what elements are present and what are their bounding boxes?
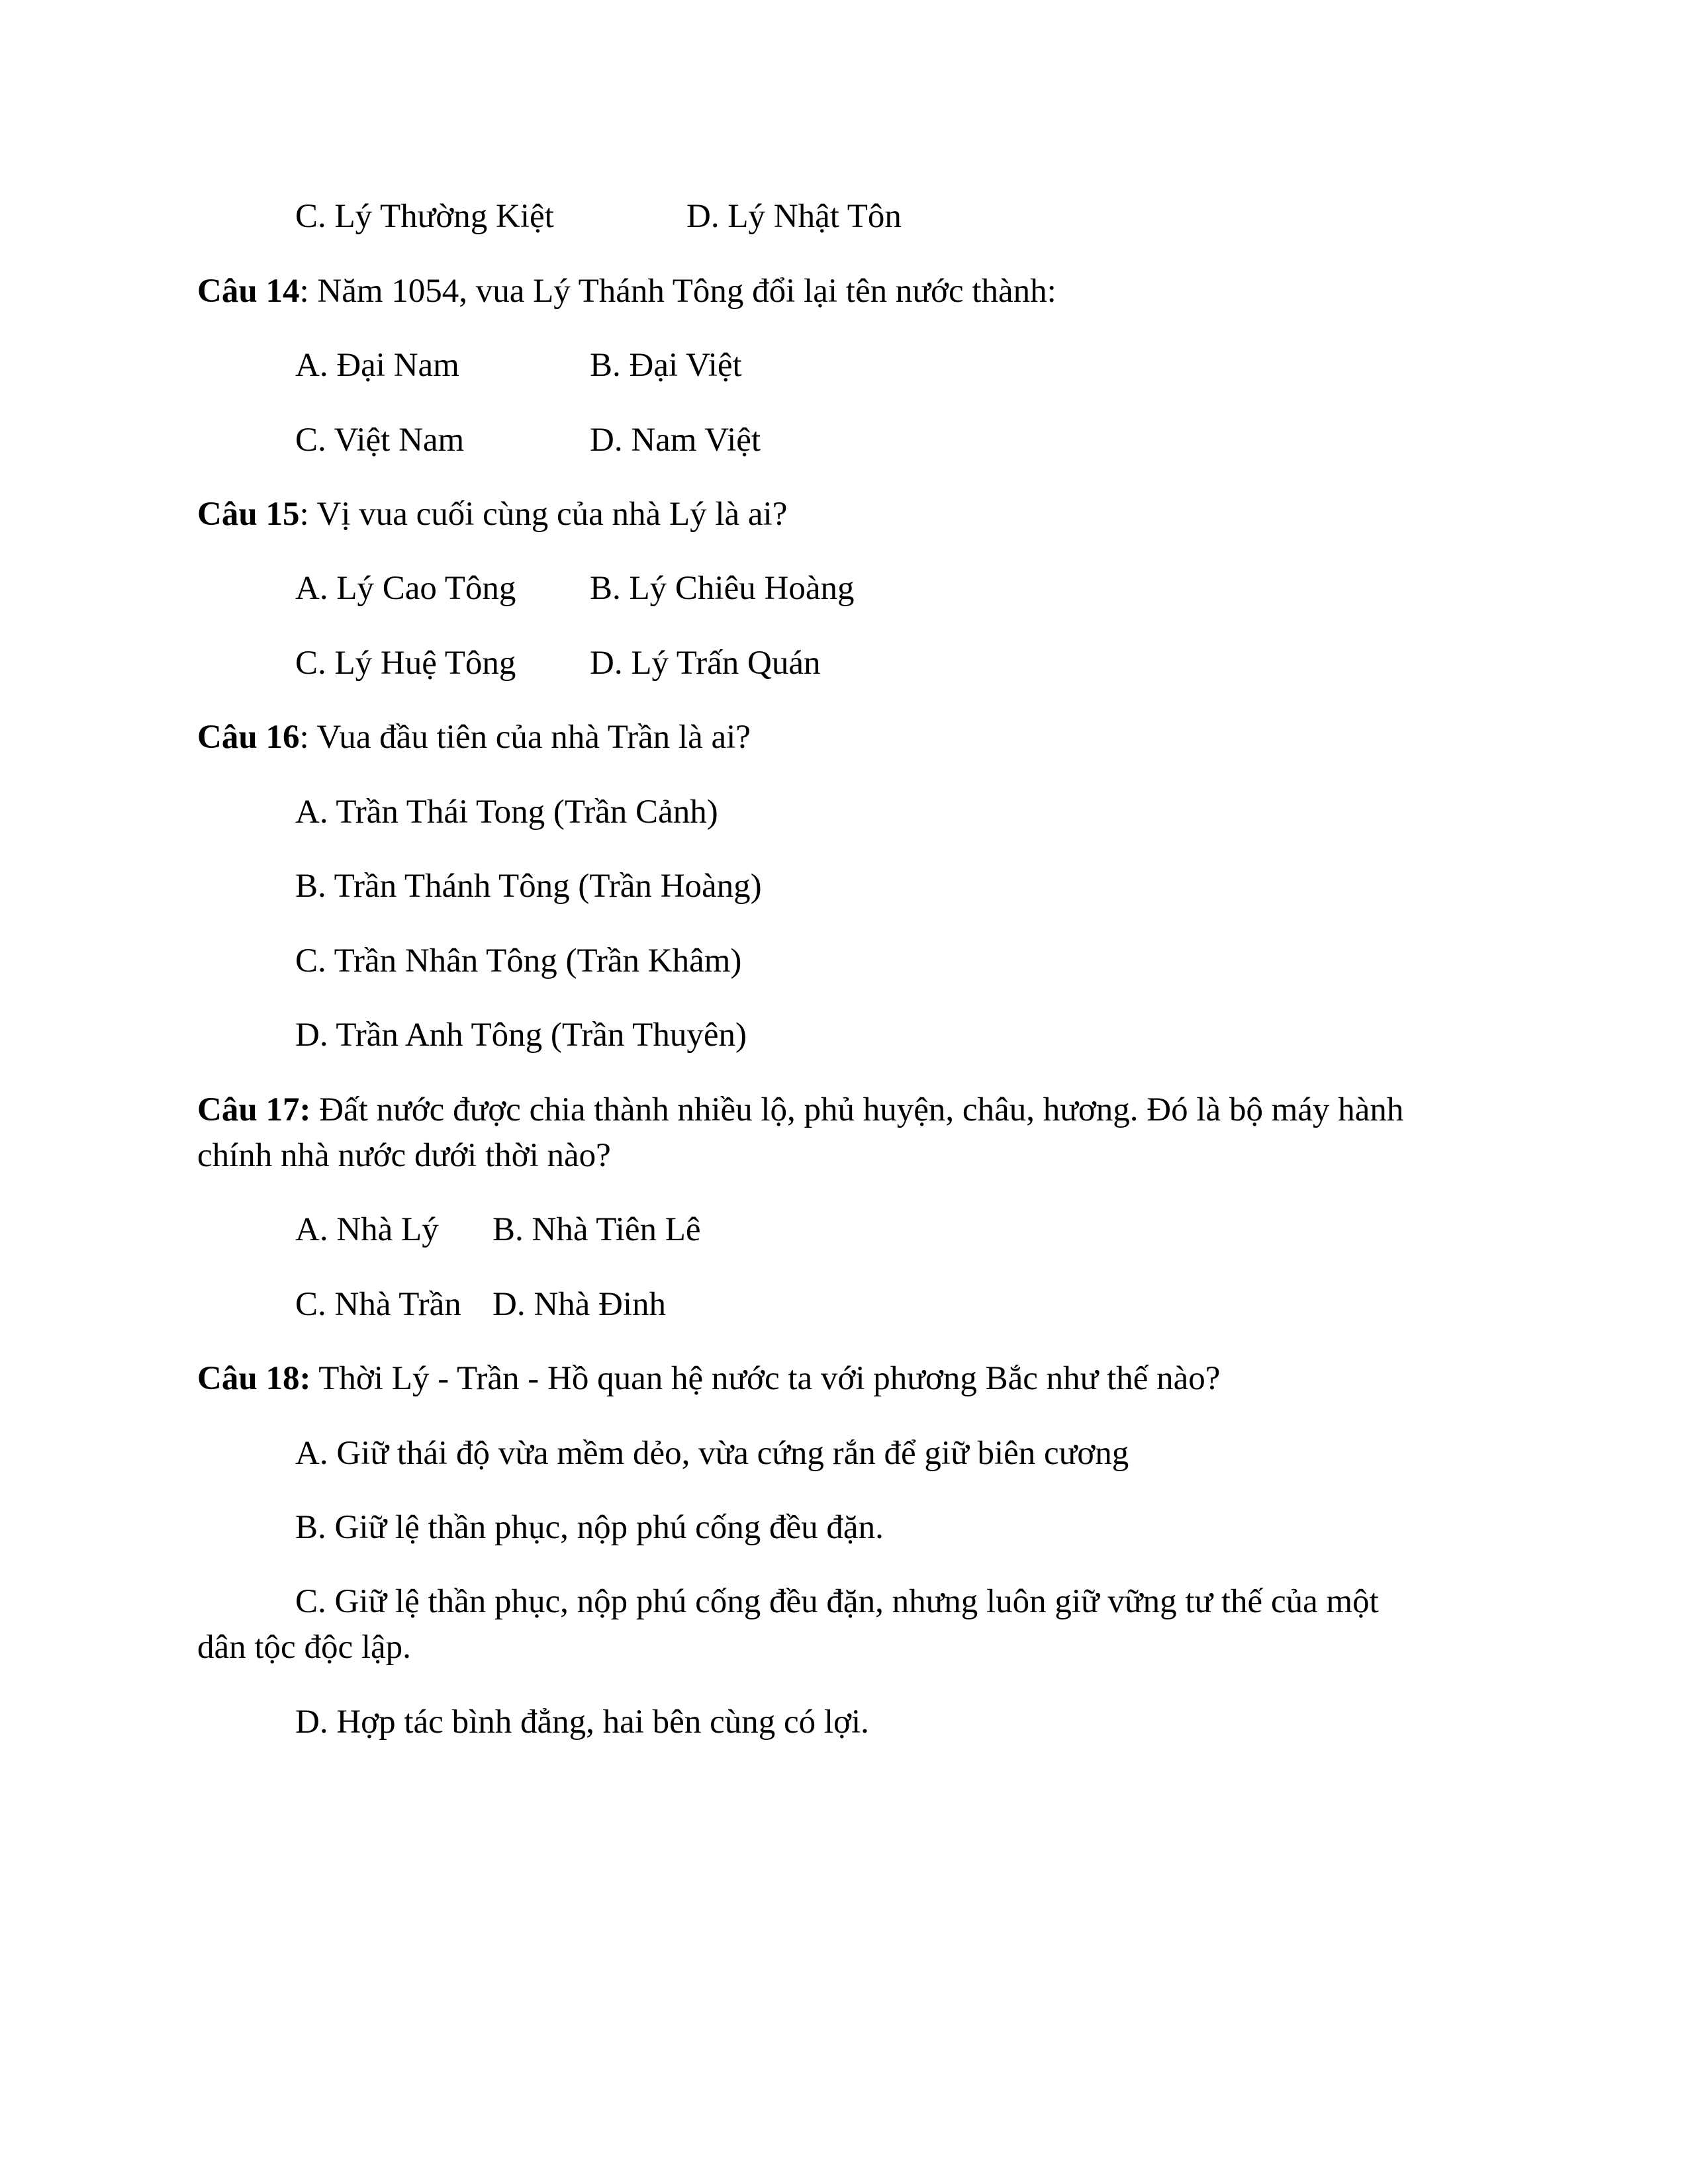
question-text xyxy=(197,271,1056,311)
option-b: B. Giữ lệ thần phục, nộp phú cống đều đặn. xyxy=(295,1509,884,1546)
option-b: B. Lý Chiêu Hoàng xyxy=(590,570,855,607)
question-label: Câu 16 xyxy=(197,719,300,756)
question-body: Vua đầu tiên của nhà Trần là ai? xyxy=(316,719,751,756)
option-a: A. Giữ thái độ vừa mềm dẻo, vừa cứng rắn để giữ biên cương xyxy=(295,1435,1129,1472)
option-c: C. Lý Thường Kiệt xyxy=(295,198,554,235)
question-body: Vị vua cuối cùng của nhà Lý là ai? xyxy=(316,496,788,533)
question-label: Câu 14 xyxy=(197,273,300,310)
option-b: B. Trần Thánh Tông (Trần Hoàng) xyxy=(295,868,762,905)
option-d: D. Nam Việt xyxy=(590,422,761,459)
question-body: Thời Lý - Trần - Hồ quan hệ nước ta với phương Bắc như thế nào? xyxy=(310,1360,1221,1397)
question-text xyxy=(197,494,787,534)
option-d: D. Trần Anh Tông (Trần Thuyên) xyxy=(295,1017,747,1054)
question-text-line-1 xyxy=(197,1090,1403,1130)
option-c: C. Nhà Trần xyxy=(295,1286,461,1323)
option-c: C. Lý Huệ Tông xyxy=(295,645,516,682)
option-c: C. Trần Nhân Tông (Trần Khâm) xyxy=(295,942,742,979)
option-c-line-1: C. Giữ lệ thần phục, nộp phú cống đều đặn, nhưng luôn giữ vững tư thế của một xyxy=(295,1583,1379,1620)
question-text-line-2: chính nhà nước dưới thời nào? xyxy=(197,1137,611,1174)
question-text xyxy=(197,717,751,757)
option-b: B. Đại Việt xyxy=(590,347,742,384)
separator: : xyxy=(299,719,317,756)
option-a: A. Lý Cao Tông xyxy=(295,570,516,607)
option-d: D. Hợp tác bình đẳng, hai bên cùng có lợi. xyxy=(295,1704,869,1741)
option-d: D. Lý Trấn Quán xyxy=(590,645,821,682)
separator: : xyxy=(299,273,318,310)
option-c: C. Việt Nam xyxy=(295,422,465,459)
separator: : xyxy=(299,496,317,533)
option-b: B. Nhà Tiên Lê xyxy=(492,1211,701,1248)
option-d: D. Lý Nhật Tôn xyxy=(686,198,902,235)
question-text xyxy=(197,1359,1220,1398)
option-a: A. Trần Thái Tong (Trần Cảnh) xyxy=(295,794,718,831)
question-label: Câu 15 xyxy=(197,496,300,533)
option-c-line-2: dân tộc độc lập. xyxy=(197,1629,411,1666)
question-label: Câu 17: xyxy=(197,1091,311,1128)
option-a: A. Nhà Lý xyxy=(295,1211,439,1248)
option-d: D. Nhà Đinh xyxy=(492,1286,667,1323)
question-label: Câu 18: xyxy=(197,1360,311,1397)
question-body: Đất nước được chia thành nhiều lộ, phủ huyện, châu, hương. Đó là bộ máy hành xyxy=(310,1091,1404,1128)
question-body: Năm 1054, vua Lý Thánh Tông đổi lại tên nước thành: xyxy=(317,273,1056,310)
option-a: A. Đại Nam xyxy=(295,347,459,384)
